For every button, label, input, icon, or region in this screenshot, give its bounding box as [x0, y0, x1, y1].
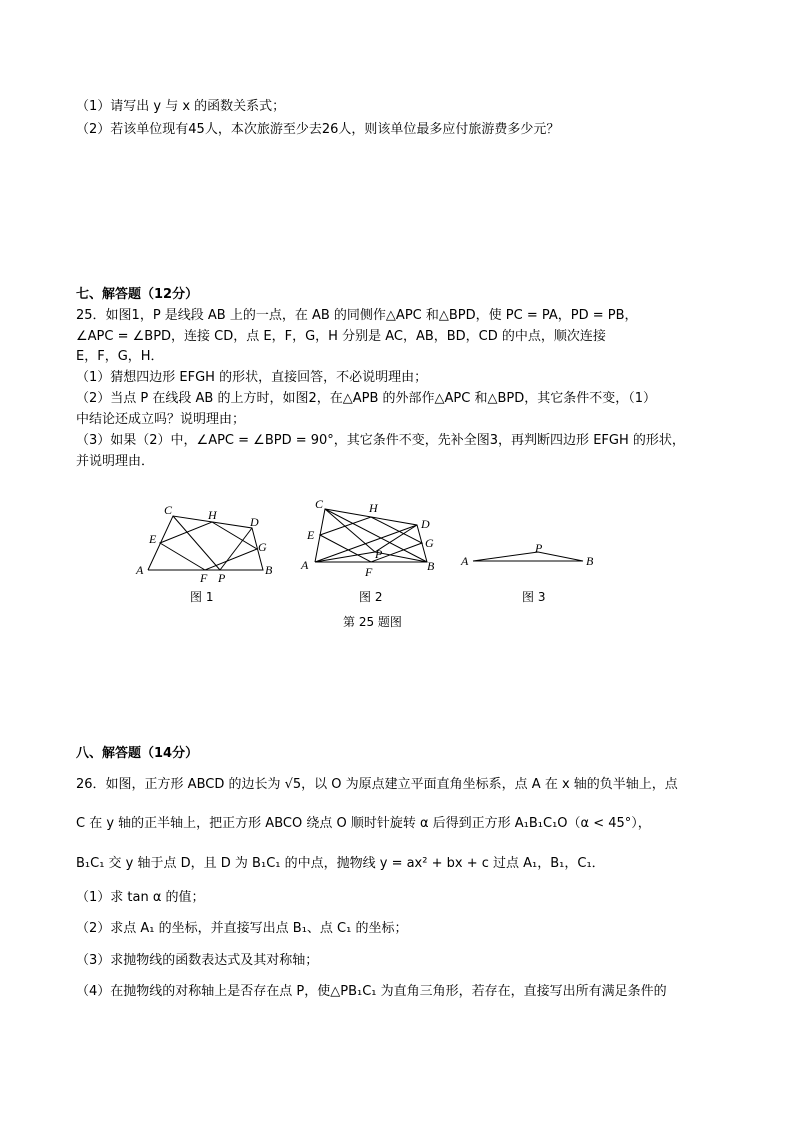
q26-line-3: B₁C₁ 交 y 轴于点 D，且 D 为 B₁C₁ 的中点，抛物线 y = ax² + bx + c 过点 A₁，B₁，C₁． [76, 856, 605, 871]
q25-line-1: 25．如图1，P 是线段 AB 上的一点，在 AB 的同侧作△APC 和△BPD，使 PC = PA，PD = PB， [76, 308, 638, 323]
figure-1 [130, 500, 280, 585]
fig2-label-h: H [369, 501, 378, 515]
fig2-label-p: P [375, 547, 383, 561]
q24-part2: （2）若该单位现有45人，本次旅游至少去26人，则该单位最多应付旅游费多少元？ [76, 122, 560, 137]
q25-line-5: （2）当点 P 在线段 AB 的上方时，如图2，在△APB 的外部作△APC 和△BPD，其它条件不变，（1） [76, 391, 656, 406]
q26-line-2: C 在 y 轴的正半轴上，把正方形 ABCO 绕点 O 顺时针旋转 α 后得到正方形 A₁B₁C₁O（α < 45°）， [76, 816, 651, 831]
fig1-label-e: E [149, 532, 157, 546]
figure-3-diagram [455, 540, 605, 575]
fig1-label-c: C [164, 503, 173, 517]
fig3-label-b: B [586, 554, 594, 568]
fig1-label-p: P [218, 571, 226, 585]
fig1-label-b: B [265, 563, 273, 577]
fig2-label-f: F [365, 565, 373, 579]
q26-part2: （2）求点 A₁ 的坐标，并直接写出点 B₁、点 C₁ 的坐标； [76, 921, 408, 936]
q24-part1: （1）请写出 y 与 x 的函数关系式； [76, 99, 286, 114]
fig1-label-g: G [258, 540, 267, 554]
section7-heading: 七、解答题（12分） [76, 287, 199, 302]
fig1-label-f: F [200, 571, 208, 585]
q25-line-4: （1）猜想四边形 EFGH 的形状，直接回答，不必说明理由； [76, 370, 428, 385]
fig2-label-a: A [301, 558, 309, 572]
fig2-label-e: E [307, 528, 315, 542]
figure-2 [295, 495, 445, 585]
fig2-label-d: D [421, 517, 430, 531]
figure-3-caption: 图 3 [522, 590, 546, 604]
q25-line-3: E，F，G，H． [76, 349, 164, 364]
q26-line-1: 26．如图，正方形 ABCD 的边长为 √5，以 O 为原点建立平面直角坐标系，点 A 在 x 轴的负半轴上，点 [76, 777, 678, 792]
fig3-label-a: A [461, 554, 469, 568]
q26-part4: （4）在抛物线的对称轴上是否存在点 P，使△PB₁C₁ 为直角三角形，若存在，直接写出所有满足条件的 [76, 984, 667, 999]
figure-1-caption: 图 1 [190, 590, 214, 604]
fig1-label-h: H [208, 508, 217, 522]
section8-heading: 八、解答题（14分） [76, 746, 199, 761]
figure-group-caption: 第 25 题图 [343, 615, 402, 629]
fig2-label-b: B [427, 559, 435, 573]
figure-2-diagram [295, 495, 445, 585]
figure-1-diagram [130, 500, 280, 585]
fig1-label-d: D [250, 515, 259, 529]
fig2-label-c: C [315, 497, 324, 511]
figure-2-caption: 图 2 [359, 590, 383, 604]
q25-line-8: 并说明理由． [76, 454, 155, 469]
fig1-label-a: A [136, 563, 144, 577]
q25-line-6: 中结论还成立吗？说明理由； [76, 412, 246, 427]
q26-part3: （3）求抛物线的函数表达式及其对称轴； [76, 953, 319, 968]
q25-line-2: ∠APC = ∠BPD，连接 CD，点 E，F，G，H 分别是 AC，AB，BD，CD 的中点，顺次连接 [76, 329, 606, 344]
fig3-label-p: P [535, 541, 543, 555]
q25-line-7: （3）如果（2）中，∠APC = ∠BPD = 90°，其它条件不变，先补全图3，再判断四边形 EFGH 的形状， [76, 433, 685, 448]
figure-3 [455, 540, 605, 575]
q26-part1: （1）求 tan α 的值； [76, 890, 205, 905]
fig2-label-g: G [425, 536, 434, 550]
